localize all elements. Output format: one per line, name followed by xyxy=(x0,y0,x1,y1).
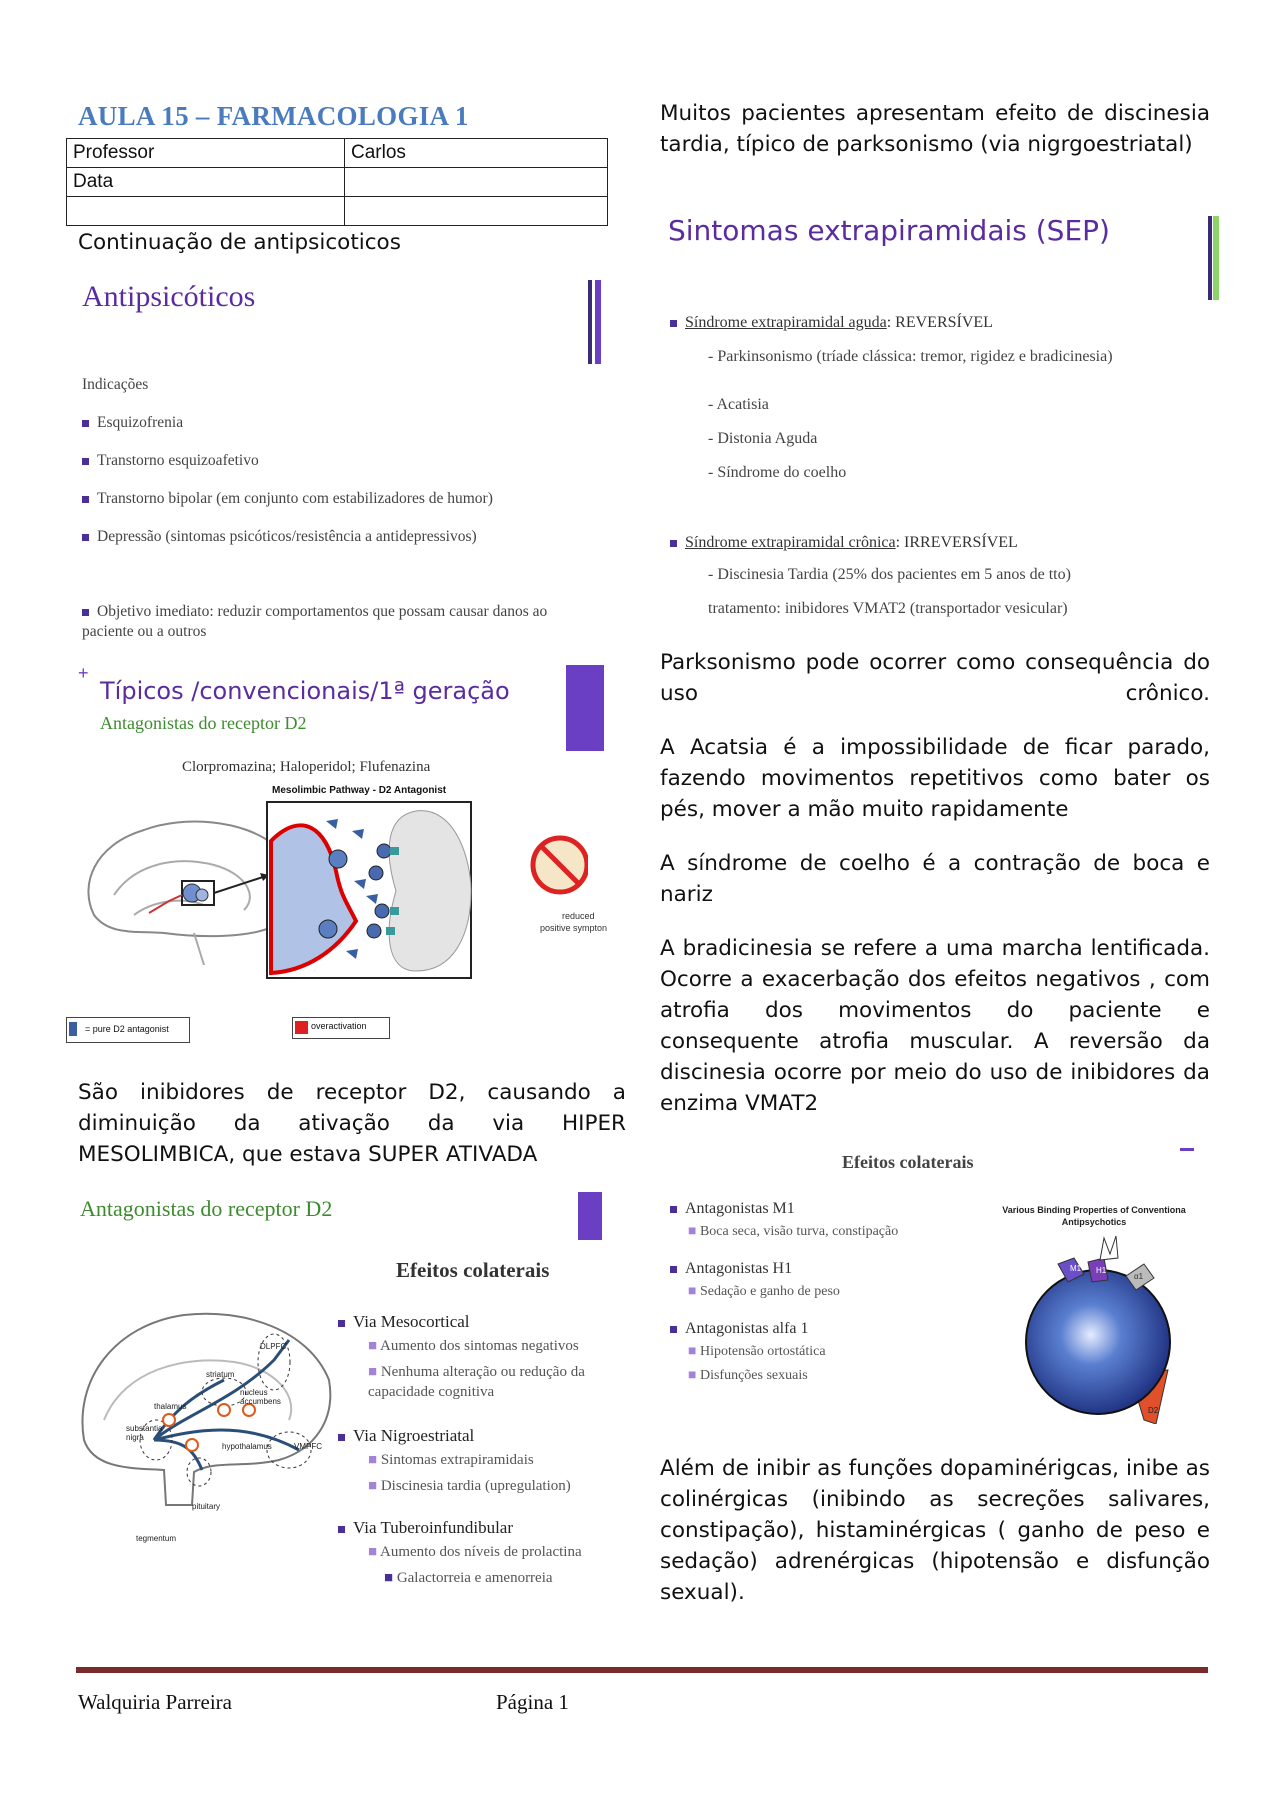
intro-text: Continuação de antipsicoticos xyxy=(78,230,401,255)
table-row xyxy=(67,197,608,226)
table-cell: Professor xyxy=(67,139,345,168)
table-cell xyxy=(345,168,608,197)
paragraph: São inibidores de receptor D2, causando a diminuição da ativação da via HIPER MESOLIMBICA, que estava SUPER ATIVADA xyxy=(78,1080,626,1167)
list-item-text: Sintomas extrapiramidais xyxy=(380,1452,534,1468)
paragraph: A síndrome de coelho é a contração de boca e nariz xyxy=(660,851,1210,907)
footer-page-number: Página 1 xyxy=(496,1690,569,1714)
paragraph: A bradicinesia se refere a uma marcha lentificada. Ocorre a exacerbação dos efeitos negativos , com atrofia dos movimentos do paciente e consequente atrofia muscular. A reversão da discinesia ocorre por meio do uso de inibidores da enzima VMAT2 xyxy=(660,936,1210,1116)
list-item: ■ Aumento dos níveis de prolactina xyxy=(368,1544,582,1560)
table-row xyxy=(67,168,608,197)
list-item: Transtorno esquizoafetivo xyxy=(82,452,259,470)
legend-over xyxy=(292,1017,390,1039)
brain-label: DLPFC xyxy=(260,1342,287,1351)
slide-antipsicoticos xyxy=(66,272,610,644)
chronic-label: Síndrome extrapiramidal crônica xyxy=(685,534,896,551)
list-item: - Parkinsonismo (tríade clássica: tremor, rigidez e bradicinesia) xyxy=(708,348,1113,365)
list-item: Depressão (sintomas psicóticos/resistência a antidepressivos) xyxy=(82,528,477,546)
plus-icon: + xyxy=(78,663,89,683)
list-item-text: Discinesia tardia (upregulation) xyxy=(380,1478,571,1494)
list-group: Via Nigroestriatal xyxy=(338,1426,474,1446)
slide-antagonistas-d2 xyxy=(66,1192,614,1592)
list-item-text: Nenhuma alteração ou redução da capacidade cognitiva xyxy=(368,1364,585,1400)
drug-list: Clorpromazina; Haloperidol; Flufenazina xyxy=(182,759,431,775)
list-group: Via Mesocortical xyxy=(338,1312,470,1332)
overactivation-swatch xyxy=(295,1021,308,1034)
slide-title: Sintomas extrapiramidais (SEP) xyxy=(668,214,1110,247)
list-item-text: Aumento dos níveis de prolactina xyxy=(379,1544,582,1560)
list-item-text: Hipotensão ortostática xyxy=(699,1344,826,1359)
slide-title: Típicos /convencionais/1ª geração xyxy=(100,677,510,705)
legend-label: = pure D2 antagonist xyxy=(85,1024,169,1034)
slide-subtitle: Antagonistas do receptor D2 xyxy=(100,713,307,733)
list-item: Transtorno bipolar (em conjunto com estabilizadores de humor) xyxy=(82,490,493,508)
table-cell: Data xyxy=(67,168,345,197)
list-group: Antagonistas H1 xyxy=(670,1260,792,1278)
slide-accent-bar xyxy=(595,280,601,364)
receptor-label: M1 xyxy=(1070,1264,1082,1273)
acute-suffix: : REVERSÍVEL xyxy=(886,314,993,331)
list-item: - Distonia Aguda xyxy=(708,430,818,447)
list-group: Via Tuberoinfundibular xyxy=(338,1518,513,1538)
brain-label: thalamus xyxy=(154,1402,187,1411)
positive-label: positive sympton xyxy=(540,923,608,933)
document-title: AULA 15 – FARMACOLOGIA 1 xyxy=(78,101,469,131)
receptor-label: D2 xyxy=(1148,1406,1159,1415)
table-cell xyxy=(67,197,345,226)
slide-efeitos-colaterais xyxy=(660,1140,1220,1430)
section-heading: Efeitos colaterais xyxy=(842,1152,974,1172)
brain-label: pituitary xyxy=(192,1502,221,1511)
list-item: ■ Galactorreia e amenorreia xyxy=(384,1570,553,1586)
legend-label: overactivation xyxy=(311,1021,367,1031)
brain-pathways-icon xyxy=(74,1300,336,1506)
table-cell xyxy=(345,197,608,226)
footer-divider xyxy=(76,1667,1208,1673)
acute-label: Síndrome extrapiramidal aguda xyxy=(685,314,887,331)
diagram-title: Mesolimbic Pathway - D2 Antagonist xyxy=(272,785,447,796)
list-item: ■ Boca seca, visão turva, constipação xyxy=(688,1224,899,1239)
slide-sep xyxy=(660,208,1220,628)
table-row xyxy=(67,139,608,168)
list-item-text: Galactorreia e amenorreia xyxy=(396,1570,553,1586)
prohibited-icon xyxy=(528,831,588,899)
paragraph xyxy=(660,647,1210,709)
brain-label: tegmentum xyxy=(136,1534,177,1543)
section-label: Indicações xyxy=(82,376,149,393)
legend-pure xyxy=(66,1017,190,1043)
list-group: Antagonistas alfa 1 xyxy=(670,1320,809,1338)
slide-accent-bar xyxy=(1208,216,1212,300)
list-item: ■ Sintomas extrapiramidais xyxy=(368,1452,534,1468)
paragraph: Muitos pacientes apresentam efeito de discinesia tardia, típico de parksonismo (via nigrgoestriatal) xyxy=(660,101,1210,157)
list-group: Antagonistas M1 xyxy=(670,1200,795,1218)
list-group xyxy=(670,534,1018,552)
list-item: - Discinesia Tardia (25% dos pacientes em 5 anos de tto) xyxy=(708,566,1071,583)
brain-label: striatum xyxy=(206,1370,235,1379)
receptor-binding-icon xyxy=(1008,1224,1188,1424)
diagram-title: Various Binding Properties of Conventiona Antipsychotics xyxy=(1002,1205,1186,1227)
list-item-text: Boca seca, visão turva, constipação xyxy=(699,1224,899,1239)
receptor-label: α1 xyxy=(1134,1272,1144,1281)
list-item-text: Aumento dos sintomas negativos xyxy=(379,1338,579,1354)
antagonist-icon xyxy=(69,1022,77,1036)
list-item: Esquizofrenia xyxy=(82,414,183,432)
list-item: ■ Hipotensão ortostática xyxy=(688,1344,826,1359)
slide-accent-bar xyxy=(566,665,604,751)
reduced-label: reduced xyxy=(562,911,595,921)
paragraph: Além de inibir as funções dopaminérigcas, inibe as colinérgicas (inibindo as secreções salivares, constipação), histaminérgicas ( ganho de peso e sedação) adrenérgicas (hipotensão e disfunção sexual). xyxy=(660,1456,1210,1605)
list-item: ■ Disfunções sexuais xyxy=(688,1368,808,1383)
slide-title: Antipsicóticos xyxy=(82,280,256,313)
list-item-objective: Objetivo imediato: reduzir comportamentos que possam causar danos ao paciente ou a outros xyxy=(82,602,602,642)
slide-accent-mark xyxy=(1180,1148,1194,1151)
brain-label: substantia nigra xyxy=(126,1424,163,1442)
slide-tipicos xyxy=(66,665,610,1060)
list-item: tratamento: inibidores VMAT2 (transportador vesicular) xyxy=(708,600,1068,617)
brain-label: VMPFC xyxy=(294,1442,322,1451)
receptor-label: H1 xyxy=(1096,1266,1107,1275)
list-item: ■ Sedação e ganho de peso xyxy=(688,1284,840,1299)
synapse-diagram-icon xyxy=(266,801,472,979)
slide-accent-bar xyxy=(1213,216,1219,300)
list-item-text: Disfunções sexuais xyxy=(699,1368,808,1383)
slide-accent-bar xyxy=(578,1192,602,1240)
slide-accent-bar xyxy=(588,280,592,364)
brain-label: nucleus accumbens xyxy=(240,1388,281,1406)
section-heading: Efeitos colaterais xyxy=(396,1258,550,1282)
list-item: ■ Discinesia tardia (upregulation) xyxy=(368,1478,571,1494)
paragraph: A Acatsia é a impossibilidade de ficar parado, fazendo movimentos repetitivos como bater os pés, mover a mão muito rapidamente xyxy=(660,735,1210,822)
footer-author: Walquiria Parreira xyxy=(78,1690,232,1714)
list-group xyxy=(670,314,993,332)
info-table xyxy=(66,138,608,226)
chronic-suffix: : IRREVERSÍVEL xyxy=(895,534,1018,551)
list-item: - Acatisia xyxy=(708,396,769,413)
table-cell: Carlos xyxy=(345,139,608,168)
list-item: ■ Nenhuma alteração ou redução da capacidade cognitiva xyxy=(368,1364,585,1400)
slide-title: Antagonistas do receptor D2 xyxy=(80,1196,333,1221)
paragraph-text: Parksonismo pode ocorrer como consequência do uso crônico. xyxy=(660,650,1210,706)
list-item: - Síndrome do coelho xyxy=(708,464,847,481)
brain-label: hypothalamus xyxy=(222,1442,272,1451)
list-item: ■ Aumento dos sintomas negativos xyxy=(368,1338,579,1354)
list-item-text: Sedação e ganho de peso xyxy=(699,1284,840,1299)
